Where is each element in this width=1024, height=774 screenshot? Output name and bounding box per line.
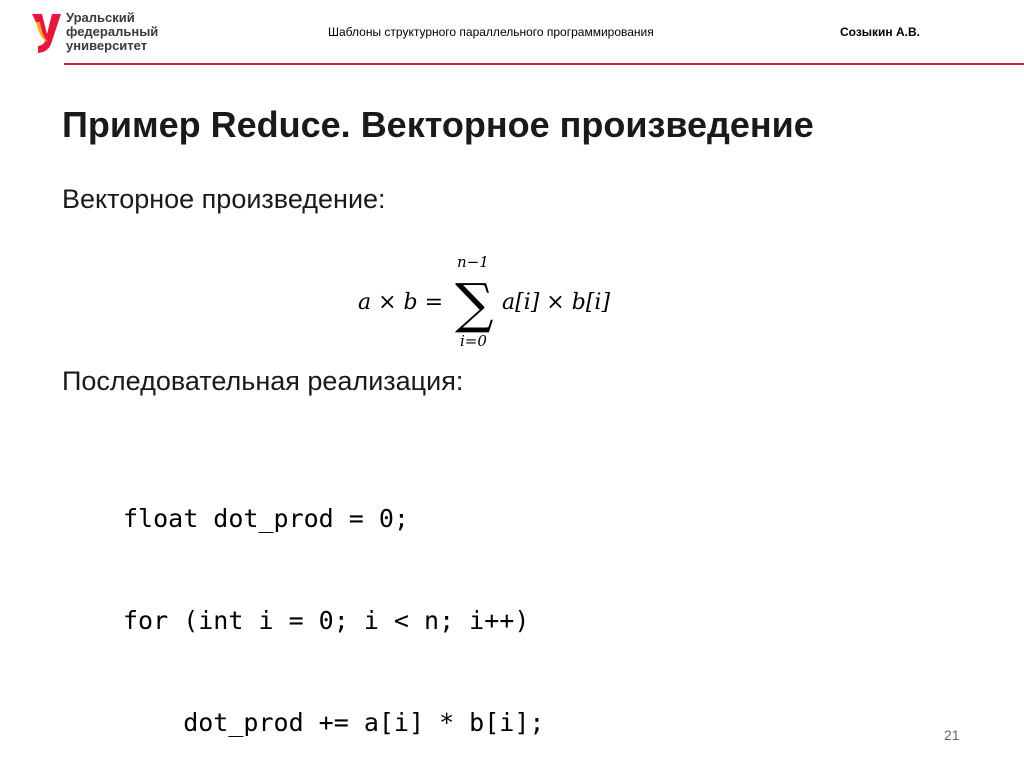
logo-line-2: федеральный bbox=[66, 24, 159, 39]
page-number: 21 bbox=[944, 727, 960, 743]
header-divider bbox=[64, 63, 1024, 65]
author-name: Созыкин А.В. bbox=[840, 25, 921, 39]
formula-sum-lower: i=0 bbox=[460, 332, 487, 350]
ural-federal-university-emblem-icon bbox=[30, 10, 66, 56]
intro-text: Векторное произведение: bbox=[62, 184, 386, 214]
formula-rhs: a[i] × b[i] bbox=[502, 290, 611, 315]
logo-line-1: Уральский bbox=[66, 10, 135, 25]
code-block bbox=[123, 434, 544, 774]
logo-text bbox=[66, 11, 176, 53]
formula-sum-upper: n−1 bbox=[457, 253, 489, 271]
presentation-title: Шаблоны структурного параллельного программирования bbox=[328, 25, 654, 39]
code-line-2: for (int i = 0; i < n; i++) bbox=[123, 606, 530, 635]
sequential-label: Последовательная реализация: bbox=[62, 366, 464, 396]
slide-title: Пример Reduce. Векторное произведение bbox=[62, 104, 814, 145]
university-logo bbox=[30, 10, 170, 56]
code-line-3: dot_prod += a[i] * b[i]; bbox=[123, 708, 545, 737]
code-line-1: float dot_prod = 0; bbox=[123, 504, 409, 533]
summation-icon: ∑ bbox=[455, 272, 494, 335]
formula-lhs: a × b = bbox=[358, 290, 444, 315]
dot-product-formula bbox=[0, 248, 1024, 358]
logo-line-3: университет bbox=[66, 38, 148, 53]
